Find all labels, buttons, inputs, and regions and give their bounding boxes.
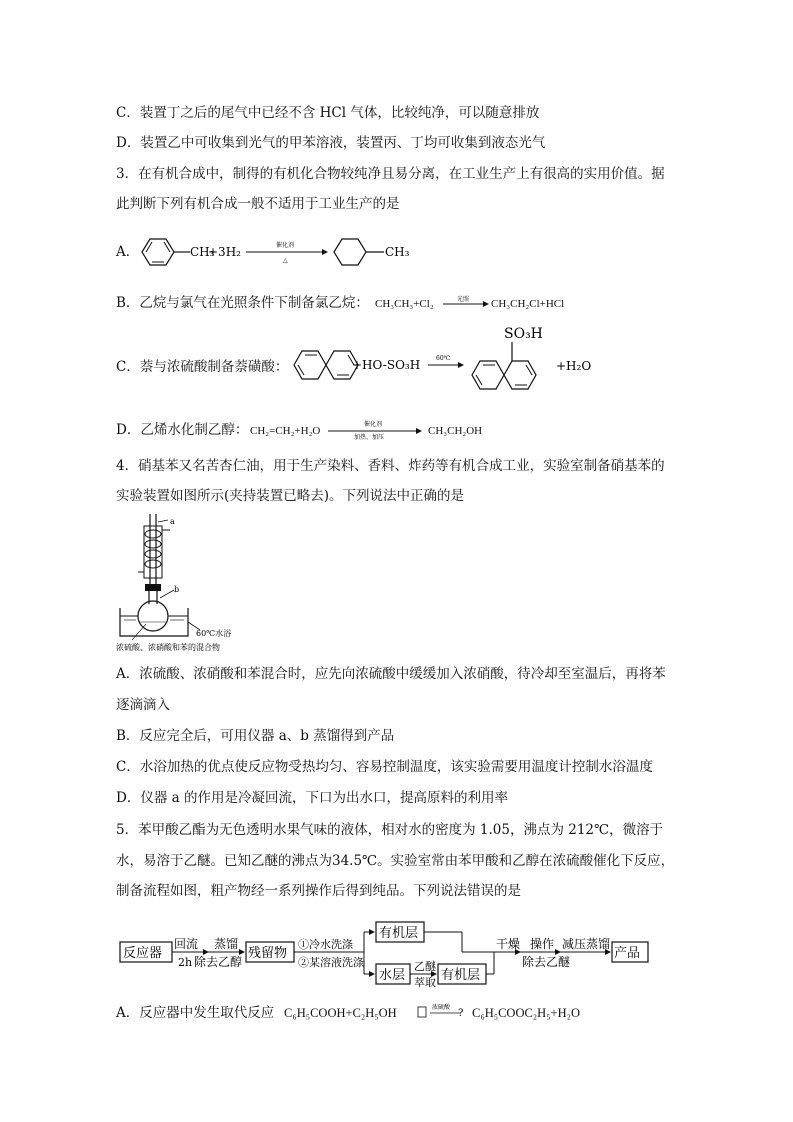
- q5-stem-line3: 制备流程如图，粗产物经一系列操作后得到纯品。下列说法错误的是: [116, 883, 521, 899]
- flow-dry: 干燥: [496, 937, 521, 951]
- q3-c-water: +H₂O: [556, 359, 592, 373]
- reflux-condenser-icon: [138, 514, 170, 584]
- flow-op-top: 操作: [530, 937, 555, 951]
- q3-a-cond-top: 催化剂: [276, 242, 295, 249]
- flow-wash1: ①冷水洗涤: [298, 938, 353, 951]
- q5-stem-line1: 5．苯甲酸乙酯为无色透明水果气味的液体，相对水的密度为 1.05，沸点为 212℃，微溶于: [116, 822, 664, 838]
- q3-option-d-eq-right: CH₃CH₂OH: [428, 425, 483, 437]
- q3-c-so3h: SO₃H: [504, 326, 543, 342]
- flow-step1-top: 回流: [174, 937, 199, 951]
- q5-option-a-text: A．反应器中发生取代反应: [116, 1005, 275, 1021]
- flow-organic1: 有机层: [379, 926, 419, 941]
- q4-apparatus-figure: [116, 512, 248, 652]
- q4-option-d: D．仪器 a 的作用是冷凝回流，下口为出水口，提高原料的利用率: [116, 790, 508, 806]
- q3-option-d-text: D．乙烯水化制乙醇：: [116, 422, 249, 438]
- q3-option-c-equation: [286, 320, 626, 410]
- q3-option-c-text: C．萘与浓硫酸制备萘磺酸：: [116, 359, 289, 375]
- q3-c-cond: 60℃: [436, 355, 451, 362]
- benzene-ring-icon: [142, 239, 174, 265]
- flow-product: 产品: [614, 946, 641, 961]
- q4-option-b: B．反应完全后，可用仪器 a、b 蒸馏得到产品: [116, 728, 395, 744]
- q4-fig-label-bath: 60℃水浴: [196, 629, 232, 638]
- q5-option-a-eq-right: C₆H₅COOC₂H₅+H₂O: [472, 1006, 581, 1020]
- q3-option-b-text: B．乙烷与氯气在光照条件下制备氯乙烷：: [116, 295, 369, 311]
- flow-organic2: 有机层: [441, 968, 481, 983]
- q3-d-cond-top: 催化剂: [364, 421, 383, 428]
- flow-reactor: 反应器: [123, 946, 163, 961]
- q3-option-d-arrow: [326, 418, 426, 442]
- naphthalenesulfonic-acid-icon: [472, 342, 536, 389]
- q3-option-b-eq-left: CH₃CH₃+Cl₂: [375, 298, 434, 310]
- q3-option-a-label: A．: [116, 244, 140, 260]
- q4-option-c: C．水浴加热的优点使反应物受热均匀、容易控制温度，该实验需要用温度计控制水浴温度: [116, 759, 653, 775]
- q3-a-cond-bottom: △: [283, 257, 288, 264]
- cyclohexane-ring-icon: [334, 239, 366, 265]
- q4-fig-label-a: a: [170, 517, 175, 526]
- q4-fig-caption: 浓硫酸、浓硝酸和苯的混合物: [116, 643, 220, 652]
- q5-stem-line2: 水，易溶于乙醚。已知乙醚的沸点为34.5℃。实验室常由苯甲酸和乙醇在浓硫酸催化下反应，: [116, 853, 675, 869]
- flow-wash2: ②某溶液洗涤: [298, 956, 364, 969]
- q5-flowchart: [116, 918, 656, 988]
- q3-b-cond: 光照: [457, 296, 470, 303]
- flow-step2-top: 蒸馏: [214, 937, 239, 951]
- q4-stem-line1: 4．硝基苯又名苦杏仁油，用于生产染料、香料、炸药等有机合成工业，实验室制备硝基苯的: [116, 458, 665, 474]
- q5-option-a-eq-left: C₆H₅COOH+C₂H₅OH: [284, 1006, 397, 1020]
- q3-option-a-equation: [136, 232, 436, 272]
- q3-option-b-arrow: [441, 293, 491, 313]
- q2-option-c: C．装置丁之后的尾气中已经不含 HCl 气体，比较纯净，可以随意排放: [116, 105, 540, 121]
- flow-step1-bottom: 2h: [178, 956, 193, 969]
- q4-option-a-line1: A．浓硫酸、浓硝酸和苯混合时，应先向浓硫酸中缓缓加入浓硝酸，待冷却至室温后，再将苯: [116, 666, 666, 682]
- q4-fig-label-b: b: [174, 585, 180, 594]
- flow-residue: 残留物: [248, 946, 288, 961]
- q3-c-reagent: +HO-SO₃H: [352, 358, 421, 372]
- q3-stem-line1: 3．在有机合成中，制得的有机化合物较纯净且易分离，在工业生产上有很高的实用价值。据: [116, 166, 665, 182]
- flow-ether-bottom: 萃取: [414, 976, 436, 988]
- flow-vac-top: 减压蒸馏: [562, 937, 611, 951]
- q2-option-d: D．装置乙中可收集到光气的甲苯溶液，装置丙、丁均可收集到液态光气: [116, 135, 546, 151]
- flow-op-bottom: 除去乙醚: [522, 955, 571, 969]
- q4-stem-line2: 实验装置如图所示(夹持装置已略去)。下列说法中正确的是: [116, 488, 465, 504]
- round-bottom-flask-icon: [138, 590, 174, 631]
- q5-a-arrow-glyph-icon: ?: [458, 1008, 464, 1019]
- q3-a-plus-h2: +3H₂: [208, 245, 241, 259]
- q3-option-d-eq-left: CH₂=CH₂+H₂O: [250, 425, 321, 437]
- q3-option-b-eq-right: CH₃CH₂Cl+HCl: [491, 298, 565, 310]
- flow-water: 水层: [379, 968, 406, 983]
- naphthalene-icon: [294, 351, 358, 379]
- q5-a-cond: 浓硫酸: [432, 1004, 451, 1011]
- q3-stem-line2: 此判断下列有机合成一般不适用于工业生产的是: [116, 196, 400, 212]
- q4-option-a-line2: 逐滴滴入: [116, 697, 170, 713]
- q3-a-ch3-right: CH₃: [385, 245, 410, 259]
- q3-a-ch3-left: CH₃: [190, 245, 215, 259]
- flow-step2-bottom: 除去乙醇: [194, 955, 243, 969]
- water-bath-icon: [120, 608, 200, 636]
- q3-d-cond-bottom: 加热、加压: [354, 434, 385, 441]
- q5-option-a-arrow: [414, 1001, 470, 1023]
- flow-ether-top: 乙醚: [414, 960, 436, 973]
